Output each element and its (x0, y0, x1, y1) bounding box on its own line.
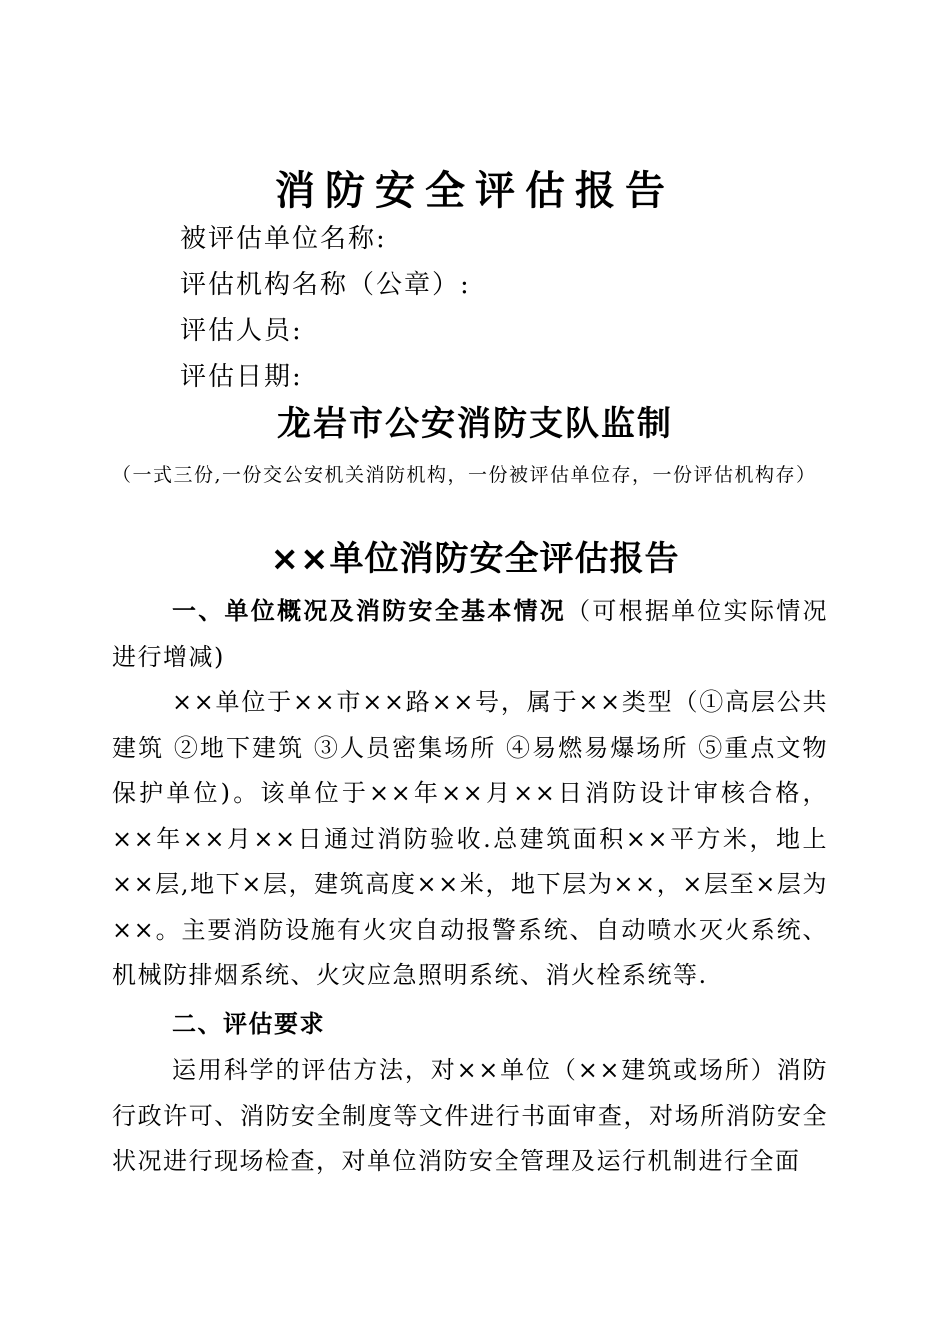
section2-body: 运用科学的评估方法，对××单位（××建筑或场所）消防行政许可、消防安全制度等文件进行书面审查，对场所消防安全状况进行现场检查，对单位消防安全管理及运行机制进行全面 (112, 1056, 828, 1175)
field-evaluation-agency: 评估机构名称（公章）: (180, 270, 471, 300)
section1-note: （可根据单位实际情况进行增减) (112, 597, 828, 671)
section1-body: ××单位于××市××路××号，属于××类型（①高层公共建筑 ②地下建筑 ③人员密集场所 ④易燃易爆场所 ⑤重点文物保护单位)。该单位于××年××月××日消防设计审核合格，××年××月××日通过消防验收.总建筑面积××平方米，地上××层,地下×层，建筑高度××米，地下层为××，×层至×层为××。主要消防设施有火灾自动报警系统、自动喷水灭火系统、机械防排烟系统、火灾应急照明系统、消火栓系统等. (112, 688, 828, 989)
field-evaluation-date: 评估日期: (180, 362, 303, 392)
supervisor-line: 龙岩市公安消防支队监制 (277, 404, 673, 444)
field-evaluators: 评估人员: (180, 316, 303, 346)
main-title: 消防安全评估报告 (275, 167, 675, 214)
section1-heading: 一、单位概况及消防安全基本情况 (172, 597, 567, 625)
report-title: ××单位消防安全评估报告 (270, 539, 680, 579)
section2-heading: 二、评估要求 (172, 1010, 325, 1038)
copies-note: （一式三份,一份交公安机关消防机构，一份被评估单位存，一份评估机构存） (112, 464, 817, 486)
section1-heading-paragraph (112, 589, 828, 680)
field-evaluated-unit: 被评估单位名称: (180, 224, 387, 254)
